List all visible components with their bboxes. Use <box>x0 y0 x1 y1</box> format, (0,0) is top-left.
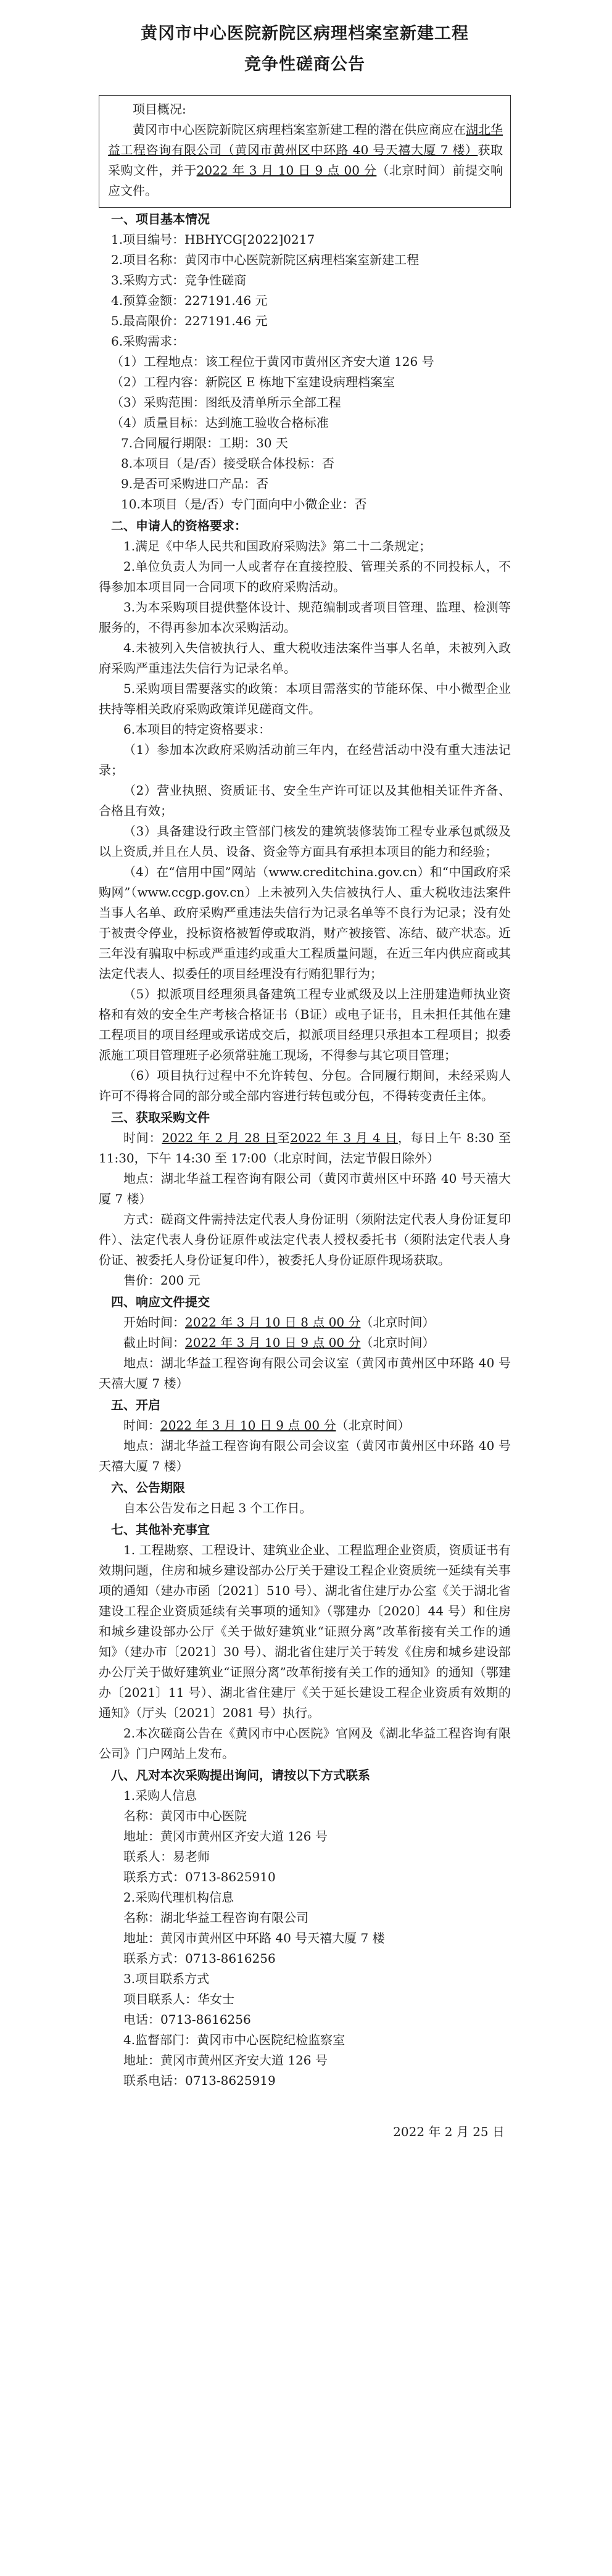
agent-phone: 联系方式：0713-8616256 <box>123 1951 276 1966</box>
buyer-heading: 1.采购人信息 <box>123 1788 197 1803</box>
document-place: 地点：湖北华益工程咨询有限公司（黄冈市黄州区中环路 40 号天禧大厦 7 楼） <box>99 1171 511 1206</box>
qualification-para: 5.采购项目需要落实的政策：本项目需落实的节能环保、中小微型企业扶持等相关政府采购政策详见磋商文件。 <box>99 681 511 716</box>
project-phone: 电话：0713-8616256 <box>123 2012 251 2027</box>
document-method: 方式：磋商文件需持法定代表人身份证明（须附法定代表人身份证复印件）、法定代表人身份证原件或法定代表人授权委托书（须附法定代表人身份证、被委托人身份证复印件），被委托人身份证原件现场获取。 <box>99 1212 511 1267</box>
submit-end: 截止时间：2022 年 3 月 10 日 9 点 00 分（北京时间） <box>123 1335 435 1350</box>
special-requirement: （4）在“信用中国”网站（www.creditchina.gov.cn）和“中国政府采购网”（www.ccgp.gov.cn）上未被列入失信被执行人、重大税收违法案件当事人名单、政府采购严重违法失信行为记录名单等不良行为记录；没有处于被责令停业，投标资格被暂停或取消，财产被接管、冻结、破产状态。近三年没有骗取中标或严重违约或重大工程质量问题，在近三年内供应商或其法定代表人、拟委任的项目经理没有行贿犯罪行为； <box>99 864 511 981</box>
overview-box <box>99 95 511 208</box>
notice-period: 自本公告发布之日起 3 个工作日。 <box>123 1501 312 1515</box>
special-requirement: （5）拟派项目经理须具备建筑工程专业贰级及以上注册建造师执业资格和有效的安全生产考核合格证书（B证）或电子证书，且未担任其他在建工程项目的项目经理或承诺成交后，拟派项目经理只承担本工程项目；拟委派施工项目管理班子必须常驻施工现场，不得参与其它项目管理； <box>99 987 511 1062</box>
supplement-1: 1. 工程勘察、工程设计、建筑业企业、工程监理企业资质，资质证书有效期问题，住房和城乡建设部办公厅关于建设工程企业资质统一延续有关事项的通知（建办市函〔2021〕510 号）、湖北省住建厅办公室《关于湖北省建设工程企业资质延续有关事项的通知》（鄂建办〔2020〕44 号）和住房和城乡建设部办公厅《关于做好建筑业“证照分离”改革衔接有关工作的通知》（建办市〔2021〕30 号）、湖北省住建厅关于转发《住房和城乡建设部办公厅关于做好建筑业“证照分离”改革衔接有关工作的通知》的通知（鄂建办〔2021〕11 号）、湖北省住建厅《关于延长建设工程企业资质有效期的通知》（厅头〔2021〕2081 号）执行。 <box>99 1543 511 1720</box>
submit-place: 地点：湖北华益工程咨询有限公司会议室（黄冈市黄州区中环路 40 号天禧大厦 7 楼） <box>99 1356 511 1391</box>
imports: 9.是否可采购进口产品：否 <box>121 476 269 491</box>
section-3-heading: 三、获取采购文件 <box>111 1110 210 1125</box>
agent-name: 名称：湖北华益工程咨询有限公司 <box>123 1910 308 1925</box>
special-requirement: （3）具备建设行政主管部门核发的建筑装修装饰工程专业承包贰级及以上资质,并且在人员、设备、资金等方面具有承担本项目的能力和经验； <box>99 824 511 859</box>
buyer-address: 地址：黄冈市黄州区齐安大道 126 号 <box>123 1829 328 1844</box>
section-4-heading: 四、响应文件提交 <box>111 1294 210 1309</box>
requirement-item: （4）质量目标：达到施工验收合格标准 <box>111 415 329 430</box>
special-requirement: （1）参加本次政府采购活动前三年内，在经营活动中没有重大违法记录； <box>99 742 511 777</box>
section-6-heading: 六、公告期限 <box>111 1480 185 1495</box>
document-price: 售价：200 元 <box>123 1273 201 1288</box>
qualification-para: 4.未被列入失信被执行人、重大税收违法案件当事人名单，未被列入政府采购严重违法失信行为记录名单。 <box>99 640 511 676</box>
project-contact: 项目联系人：华女士 <box>123 1992 234 2007</box>
contract-period: 7.合同履行期限：工期：30 天 <box>121 436 288 450</box>
requirement-item: （1）工程地点：该工程位于黄冈市黄州区齐安大道 126 号 <box>111 354 434 369</box>
sme-only: 10.本项目（是/否）专门面向中小微企业：否 <box>121 497 367 511</box>
procurement-method: 3.采购方式：竞争性磋商 <box>111 273 247 288</box>
supplement-2: 2.本次磋商公告在《黄冈市中心医院》官网及《湖北华益工程咨询有限公司》门户网站上发布。 <box>99 1726 511 1761</box>
supervisor-heading: 4.监督部门：黄冈市中心医院纪检监察室 <box>123 2032 345 2047</box>
opening-time: 时间：2022 年 3 月 10 日 9 点 00 分（北京时间） <box>123 1418 410 1433</box>
budget: 4.预算金额：227191.46 元 <box>111 293 268 308</box>
project-name: 2.项目名称：黄冈市中心医院新院区病理档案室新建工程 <box>111 252 420 267</box>
overview-text: 黄冈市中心医院新院区病理档案室新建工程的潜在供应商应在湖北华益工程咨询有限公司（黄冈市黄州区中环路 40 号天禧大厦 7 楼）获取采购文件，并于2022 年 3 月 10 日 9 点 00 分（北京时间）前提交响应文件。 <box>108 122 503 198</box>
requirements-label: 6.采购需求： <box>111 334 185 349</box>
buyer-name: 名称：黄冈市中心医院 <box>123 1808 247 1823</box>
opening-place: 地点：湖北华益工程咨询有限公司会议室（黄冈市黄州区中环路 40 号天禧大厦 7 楼） <box>99 1438 511 1473</box>
qualification-para: 6.本项目的特定资格要求： <box>123 722 271 737</box>
qualification-para: 2.单位负责人为同一人或者存在直接控股、管理关系的不同投标人，不得参加本项目同一合同项下的政府采购活动。 <box>99 559 511 594</box>
section-2-heading: 二、申请人的资格要求： <box>111 518 247 533</box>
requirement-item: （3）采购范围：图纸及清单所示全部工程 <box>111 395 341 410</box>
overview-label: 项目概况: <box>133 102 186 117</box>
requirement-item: （2）工程内容：新院区 E 栋地下室建设病理档案室 <box>111 375 395 389</box>
supervisor-phone: 联系电话：0713-8625919 <box>123 2073 276 2088</box>
special-requirement: （6）项目执行过程中不允许转包、分包。合同履行期间，未经采购人许可不得将合同的部分或全部内容进行转包或分包，不得转变责任主体。 <box>99 1068 511 1103</box>
max-price: 5.最高限价：227191.46 元 <box>111 313 268 328</box>
project-number: 1.项目编号：HBHYCG[2022]0217 <box>111 232 315 247</box>
section-8-heading: 八、凡对本次采购提出询问，请按以下方式联系 <box>111 1768 370 1783</box>
special-requirement: （2）营业执照、资质证书、安全生产许可证以及其他相关证件齐备、合格且有效； <box>99 783 511 818</box>
buyer-contact: 联系人：易老师 <box>123 1849 210 1864</box>
project-contact-heading: 3.项目联系方式 <box>123 1971 210 1986</box>
title-line-2: 竞争性磋商公告 <box>244 55 365 74</box>
buyer-phone: 联系方式：0713-8625910 <box>123 1870 276 1884</box>
section-5-heading: 五、开启 <box>111 1398 160 1412</box>
agent-address: 地址：黄冈市黄州区中环路 40 号天禧大厦 7 楼 <box>123 1931 385 1945</box>
section-7-heading: 七、其他补充事宜 <box>111 1522 210 1537</box>
supervisor-address: 地址：黄冈市黄州区齐安大道 126 号 <box>123 2053 328 2068</box>
submit-start: 开始时间：2022 年 3 月 10 日 8 点 00 分（北京时间） <box>123 1315 435 1330</box>
announcement-date: 2022 年 2 月 25 日 <box>393 2124 505 2139</box>
section-1-heading: 一、项目基本情况 <box>111 212 210 226</box>
document-time: 时间：2022 年 2 月 28 日至2022 年 3 月 4 日，每日上午 8:30 至 11:30，下午 14:30 至 17:00（北京时间，法定节假日除外） <box>99 1130 511 1166</box>
agent-heading: 2.采购代理机构信息 <box>123 1890 234 1905</box>
qualification-para: 3.为本采购项目提供整体设计、规范编制或者项目管理、监理、检测等服务的，不得再参加本次采购活动。 <box>99 600 511 635</box>
joint-venture: 8.本项目（是/否）接受联合体投标：否 <box>121 456 334 471</box>
qualification-para: 1.满足《中华人民共和国政府采购法》第二十二条规定； <box>123 539 432 553</box>
announcement <box>99 19 511 2142</box>
title-line-1: 黄冈市中心医院新院区病理档案室新建工程 <box>141 24 469 43</box>
